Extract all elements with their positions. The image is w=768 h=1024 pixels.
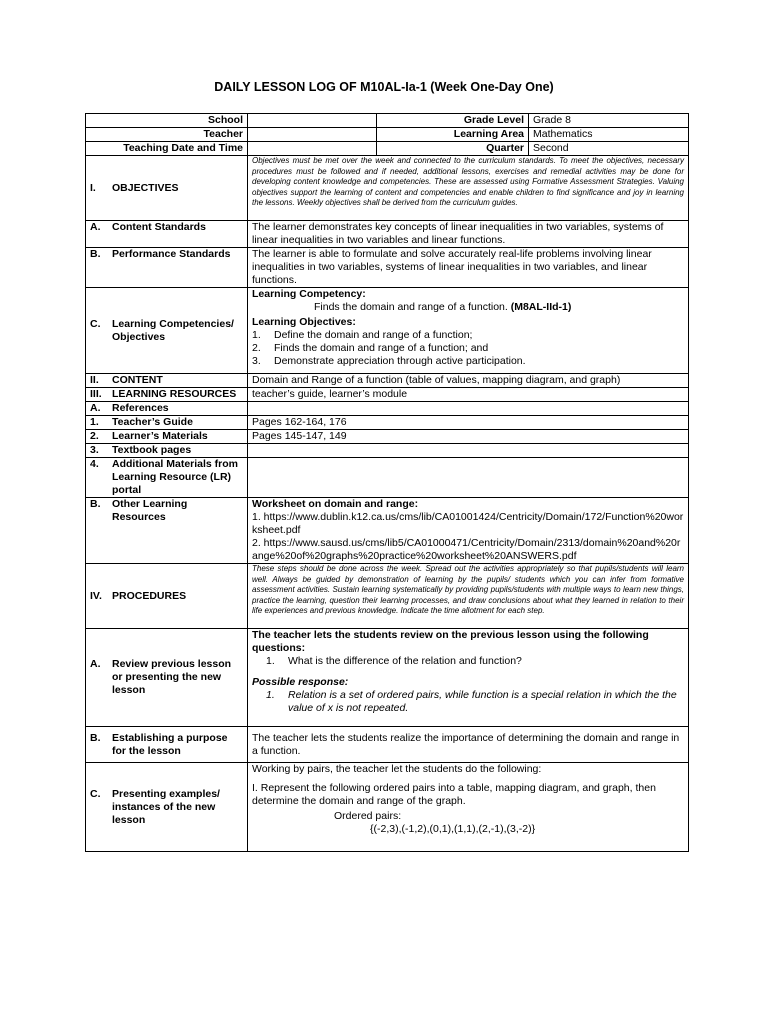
teaching-date-value [248, 142, 377, 156]
references-label: A. References [86, 402, 248, 416]
content-row [86, 374, 689, 388]
teacher-row [86, 128, 689, 142]
content-label: II. CONTENT [86, 374, 248, 388]
review-question: 1. What is the difference of the relation and function? [266, 655, 522, 667]
learners-materials-value: Pages 145-147, 149 [248, 430, 689, 444]
objective-item: 1. Define the domain and range of a function; [252, 329, 473, 341]
objectives-heading: Learning Objectives: [252, 316, 356, 328]
learning-resources-row [86, 388, 689, 402]
procedures-label: IV. PROCEDURES [86, 564, 248, 629]
learners-materials-row [86, 430, 689, 444]
teaching-date-label: Teaching Date and Time [86, 142, 248, 156]
examples-label: C. Presenting examples/ instances of the new lesson [86, 763, 248, 852]
worksheet-link-1[interactable]: 1. https://www.dublin.k12.ca.us/cms/lib/CA01001424/Centricity/Domain/172/Function%20worksheet.pdf [252, 511, 684, 536]
additional-materials-value [248, 458, 689, 498]
performance-standards-label: B. Performance Standards [86, 248, 248, 288]
competency-code: (M8AL-IId-1) [510, 301, 572, 313]
examples-content [248, 763, 689, 852]
competencies-label: C. Learning Competencies/ Objectives [86, 288, 248, 374]
objectives-label: I. OBJECTIVES [86, 156, 248, 221]
performance-standards-text: The learner is able to formulate and solve accurately real-life problems involving linear inequalities in two variables, systems of linear inequalities in two variables, and linear functions. [248, 248, 689, 288]
teachers-guide-value: Pages 162-164, 176 [248, 416, 689, 430]
worksheet-heading: Worksheet on domain and range: [252, 498, 419, 510]
purpose-text: The teacher lets the students realize the importance of determining the domain and range in a function. [248, 727, 689, 763]
school-label: School [86, 114, 248, 128]
learning-area-label: Learning Area [377, 128, 529, 142]
examples-task: I. Represent the following ordered pairs into a table, mapping diagram, and graph, then determine the domain and range of the graph. [252, 782, 656, 807]
textbook-pages-label: 3. Textbook pages [86, 444, 248, 458]
competencies-row [86, 288, 689, 374]
objectives-note: Objectives must be met over the week and connected to the curriculum standards. To meet the objectives, necessary procedures must be followed and if needed, additional lessons, exercises and remedial activities may be done for developing content knowledge and competencies. These are assessed using Formative Assessment Strategies. Valuing objectives support the learning of content and competencies and enable children to find significance and joy in learning the lessons. Weekly objectives shall be derived from the curriculum guides. [248, 156, 689, 221]
review-label: A. Review previous lesson or presenting the new lesson [86, 629, 248, 727]
procedures-note: These steps should be done across the week. Spread out the activities appropriately so that pupils/students will learn well. Always be guided by demonstration of learning by the pupils/ students which you can infer from formative assessment activities. Sustain learning systematically by providing pupils/students with multiple ways to learn new things, practice the learning, question their learning processes, and draw conclusions about what they learned in relation to their life experiences and previous knowledge. Indicate the time allotment for each step. [248, 564, 689, 629]
teacher-value [248, 128, 377, 142]
examples-intro: Working by pairs, the teacher let the students do the following: [252, 763, 542, 775]
other-resources-label: B. Other Learning Resources [86, 498, 248, 564]
competencies-content [248, 288, 689, 374]
purpose-row [86, 727, 689, 763]
content-text: Domain and Range of a function (table of values, mapping diagram, and graph) [248, 374, 689, 388]
procedures-row [86, 564, 689, 629]
quarter-value: Second [529, 142, 689, 156]
performance-standards-row [86, 248, 689, 288]
ordered-pairs: {(-2,3),(-1,2),(0,1),(1,1),(2,-1),(3,-2)} [370, 823, 536, 835]
lesson-log-table [85, 113, 689, 852]
purpose-label: B. Establishing a purpose for the lesson [86, 727, 248, 763]
competency-heading: Learning Competency: [252, 288, 366, 300]
learning-area-value: Mathematics [529, 128, 689, 142]
other-resources-content [248, 498, 689, 564]
objective-item: 2. Finds the domain and range of a function; and [252, 342, 489, 354]
page-title: DAILY LESSON LOG OF M10AL-Ia-1 (Week One-Day One) [214, 80, 554, 94]
school-value [248, 114, 377, 128]
worksheet-link-2[interactable]: 2. https://www.sausd.us/cms/lib5/CA01000471/Centricity/Domain/2313/domain%20and%20range%20of%20graphs%20practice%20worksheet%20ANSWERS.pdf [252, 537, 681, 562]
competency-text: Finds the domain and range of a function. [314, 301, 508, 313]
possible-response-heading: Possible response: [252, 676, 349, 688]
learners-materials-label: 2. Learner’s Materials [86, 430, 248, 444]
content-standards-row [86, 221, 689, 248]
references-row [86, 402, 689, 416]
examples-row [86, 763, 689, 852]
date-row [86, 142, 689, 156]
ordered-pairs-label: Ordered pairs: [334, 810, 402, 822]
grade-level-label: Grade Level [377, 114, 529, 128]
textbook-pages-value [248, 444, 689, 458]
teachers-guide-label: 1. Teacher’s Guide [86, 416, 248, 430]
learning-resources-label: III. LEARNING RESOURCES [86, 388, 248, 402]
references-value [248, 402, 689, 416]
teachers-guide-row [86, 416, 689, 430]
teacher-label: Teacher [86, 128, 248, 142]
quarter-label: Quarter [377, 142, 529, 156]
additional-materials-row [86, 458, 689, 498]
review-content [248, 629, 689, 727]
content-standards-text: The learner demonstrates key concepts of linear inequalities in two variables, systems of linear inequalities in two variables and linear functions. [248, 221, 689, 248]
review-intro: The teacher lets the students review on the previous lesson using the following questions: [252, 629, 649, 654]
grade-level-value: Grade 8 [529, 114, 689, 128]
school-row [86, 114, 689, 128]
objective-item: 3. Demonstrate appreciation through active participation. [252, 355, 526, 367]
objectives-row [86, 156, 689, 221]
learning-resources-text: teacher’s guide, learner’s module [248, 388, 689, 402]
additional-materials-label: 4. Additional Materials from Learning Resource (LR) portal [86, 458, 248, 498]
content-standards-label: A. Content Standards [86, 221, 248, 248]
other-resources-row [86, 498, 689, 564]
possible-response: 1. Relation is a set of ordered pairs, while function is a special relation in which the the value of x is not repeated. [266, 689, 677, 714]
textbook-pages-row [86, 444, 689, 458]
review-row [86, 629, 689, 727]
